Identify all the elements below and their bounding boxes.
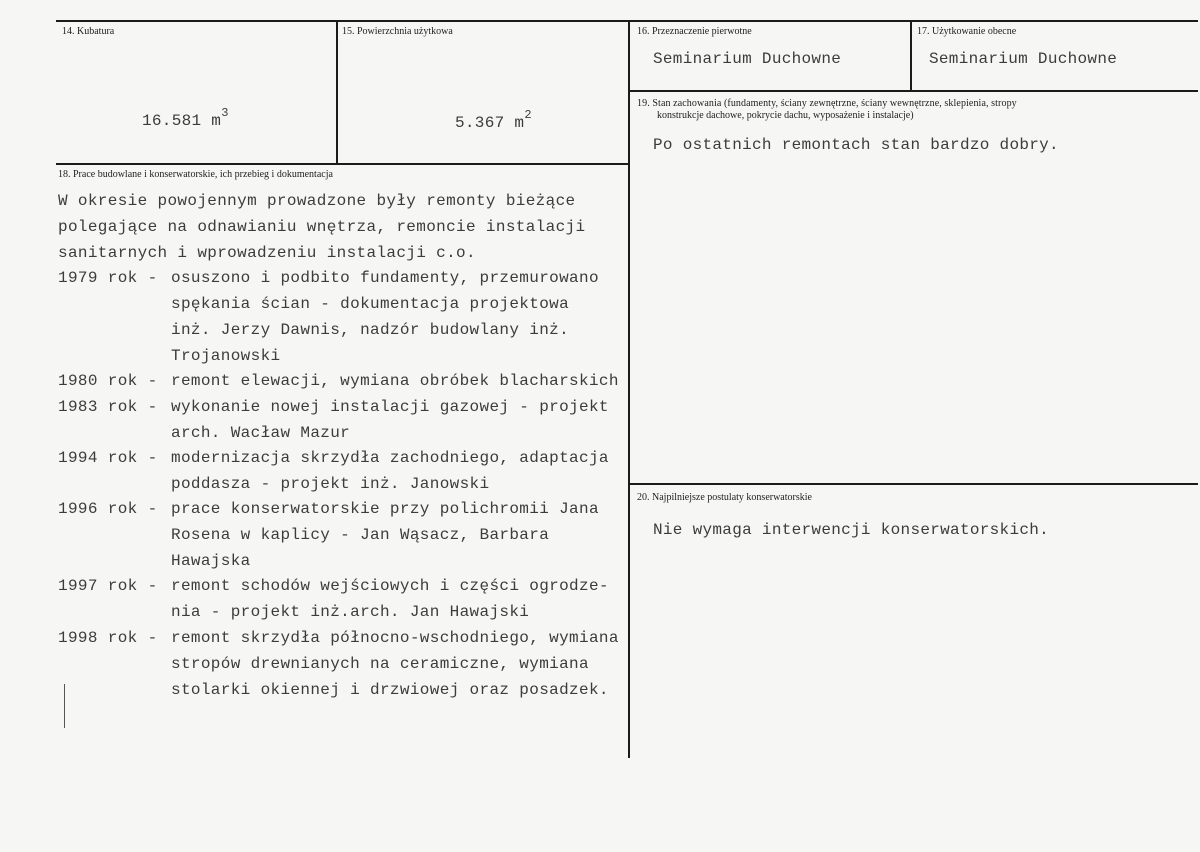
prace-label: 18. Prace budowlane i konserwatorskie, ich przebieg i dokumentacja (58, 169, 333, 180)
divider-16-17 (910, 20, 912, 90)
entry-line: Rosena w kaplicy - Jan Wąsacz, Barbara (171, 526, 550, 544)
entry-1994 (58, 449, 628, 499)
entry-line: arch. Wacław Mazur (171, 424, 351, 442)
powierzchnia-value (455, 108, 532, 132)
entry-year: 1996 rok - (58, 500, 158, 518)
entry-year: 1997 rok - (58, 577, 158, 595)
powierzchnia-label: 15. Powierzchnia użytkowa (342, 26, 453, 37)
entry-1997 (58, 577, 628, 627)
entry-1996 (58, 500, 628, 576)
entry-line: nia - projekt inż.arch. Jan Hawajski (171, 603, 530, 621)
uzytkowanie-value: Seminarium Duchowne (929, 50, 1118, 68)
entry-line: modernizacja skrzydła zachodniego, adaptacja (171, 449, 609, 467)
divider-14-15 (336, 20, 338, 163)
uzytkowanie-label: 17. Użytkowanie obecne (917, 26, 1017, 37)
entry-line: inż. Jerzy Dawnis, nadzór budowlany inż. (171, 321, 570, 339)
intro-line-2: polegające na odnawianiu wnętrza, remoncie instalacji (58, 218, 586, 236)
rule-under-16-17 (630, 90, 1198, 92)
powierzchnia-number: 5.367 m (455, 114, 525, 132)
postulaty-label: 20. Najpilniejsze postulaty konserwatorskie (637, 492, 812, 503)
stan-value: Po ostatnich remontach stan bardzo dobry. (653, 136, 1059, 154)
stan-label-line2: konstrukcje dachowe, pokrycie dachu, wyposażenie i instalacje) (657, 110, 914, 121)
entry-line: wykonanie nowej instalacji gazowej - projekt (171, 398, 609, 416)
entry-line: remont skrzydła północno-wschodniego, wymiana (171, 629, 619, 647)
entry-line: spękania ścian - dokumentacja projektowa (171, 295, 570, 313)
entry-line: stropów drewnianych na ceramiczne, wymiana (171, 655, 589, 673)
przeznaczenie-value: Seminarium Duchowne (653, 50, 842, 68)
entry-line: poddasza - projekt inż. Janowski (171, 475, 490, 493)
entry-line: remont elewacji, wymiana obróbek blacharskich (171, 372, 619, 390)
powierzchnia-exponent: 2 (524, 108, 532, 122)
przeznaczenie-label: 16. Przeznaczenie pierwotne (637, 26, 752, 37)
rule-under-19 (630, 483, 1198, 485)
entry-year: 1980 rok - (58, 372, 158, 390)
margin-mark (64, 684, 65, 728)
entry-line: Trojanowski (171, 347, 281, 365)
entry-line: stolarki okiennej i drzwiowej oraz posadzek. (171, 681, 609, 699)
top-rule (56, 20, 1198, 22)
entry-year: 1994 rok - (58, 449, 158, 467)
entry-line: prace konserwatorskie przy polichromii Jana (171, 500, 599, 518)
entry-year: 1979 rok - (58, 269, 158, 287)
entry-1983 (58, 398, 628, 448)
entry-line: remont schodów wejściowych i części ogrodze- (171, 577, 609, 595)
entry-1998 (58, 629, 633, 705)
entry-line: Hawajska (171, 552, 251, 570)
entry-line: osuszono i podbito fundamenty, przemurowano (171, 269, 599, 287)
entry-year: 1983 rok - (58, 398, 158, 416)
kubatura-label: 14. Kubatura (62, 26, 115, 37)
kubatura-value (142, 106, 229, 130)
entry-1980 (58, 372, 628, 396)
rule-under-14-15 (56, 163, 628, 165)
intro-line-3: sanitarnych i wprowadzeniu instalacji c.o. (58, 244, 476, 262)
stan-label-line1: 19. Stan zachowania (fundamenty, ściany zewnętrzne, ściany wewnętrzne, sklepienia, stropy (637, 98, 1017, 109)
intro-line-1: W okresie powojennym prowadzone były remonty bieżące (58, 192, 576, 210)
entry-1979 (58, 269, 628, 369)
kubatura-exponent: 3 (221, 106, 229, 120)
kubatura-number: 16.581 m (142, 112, 222, 130)
entry-year: 1998 rok - (58, 629, 158, 647)
postulaty-value: Nie wymaga interwencji konserwatorskich. (653, 521, 1050, 539)
